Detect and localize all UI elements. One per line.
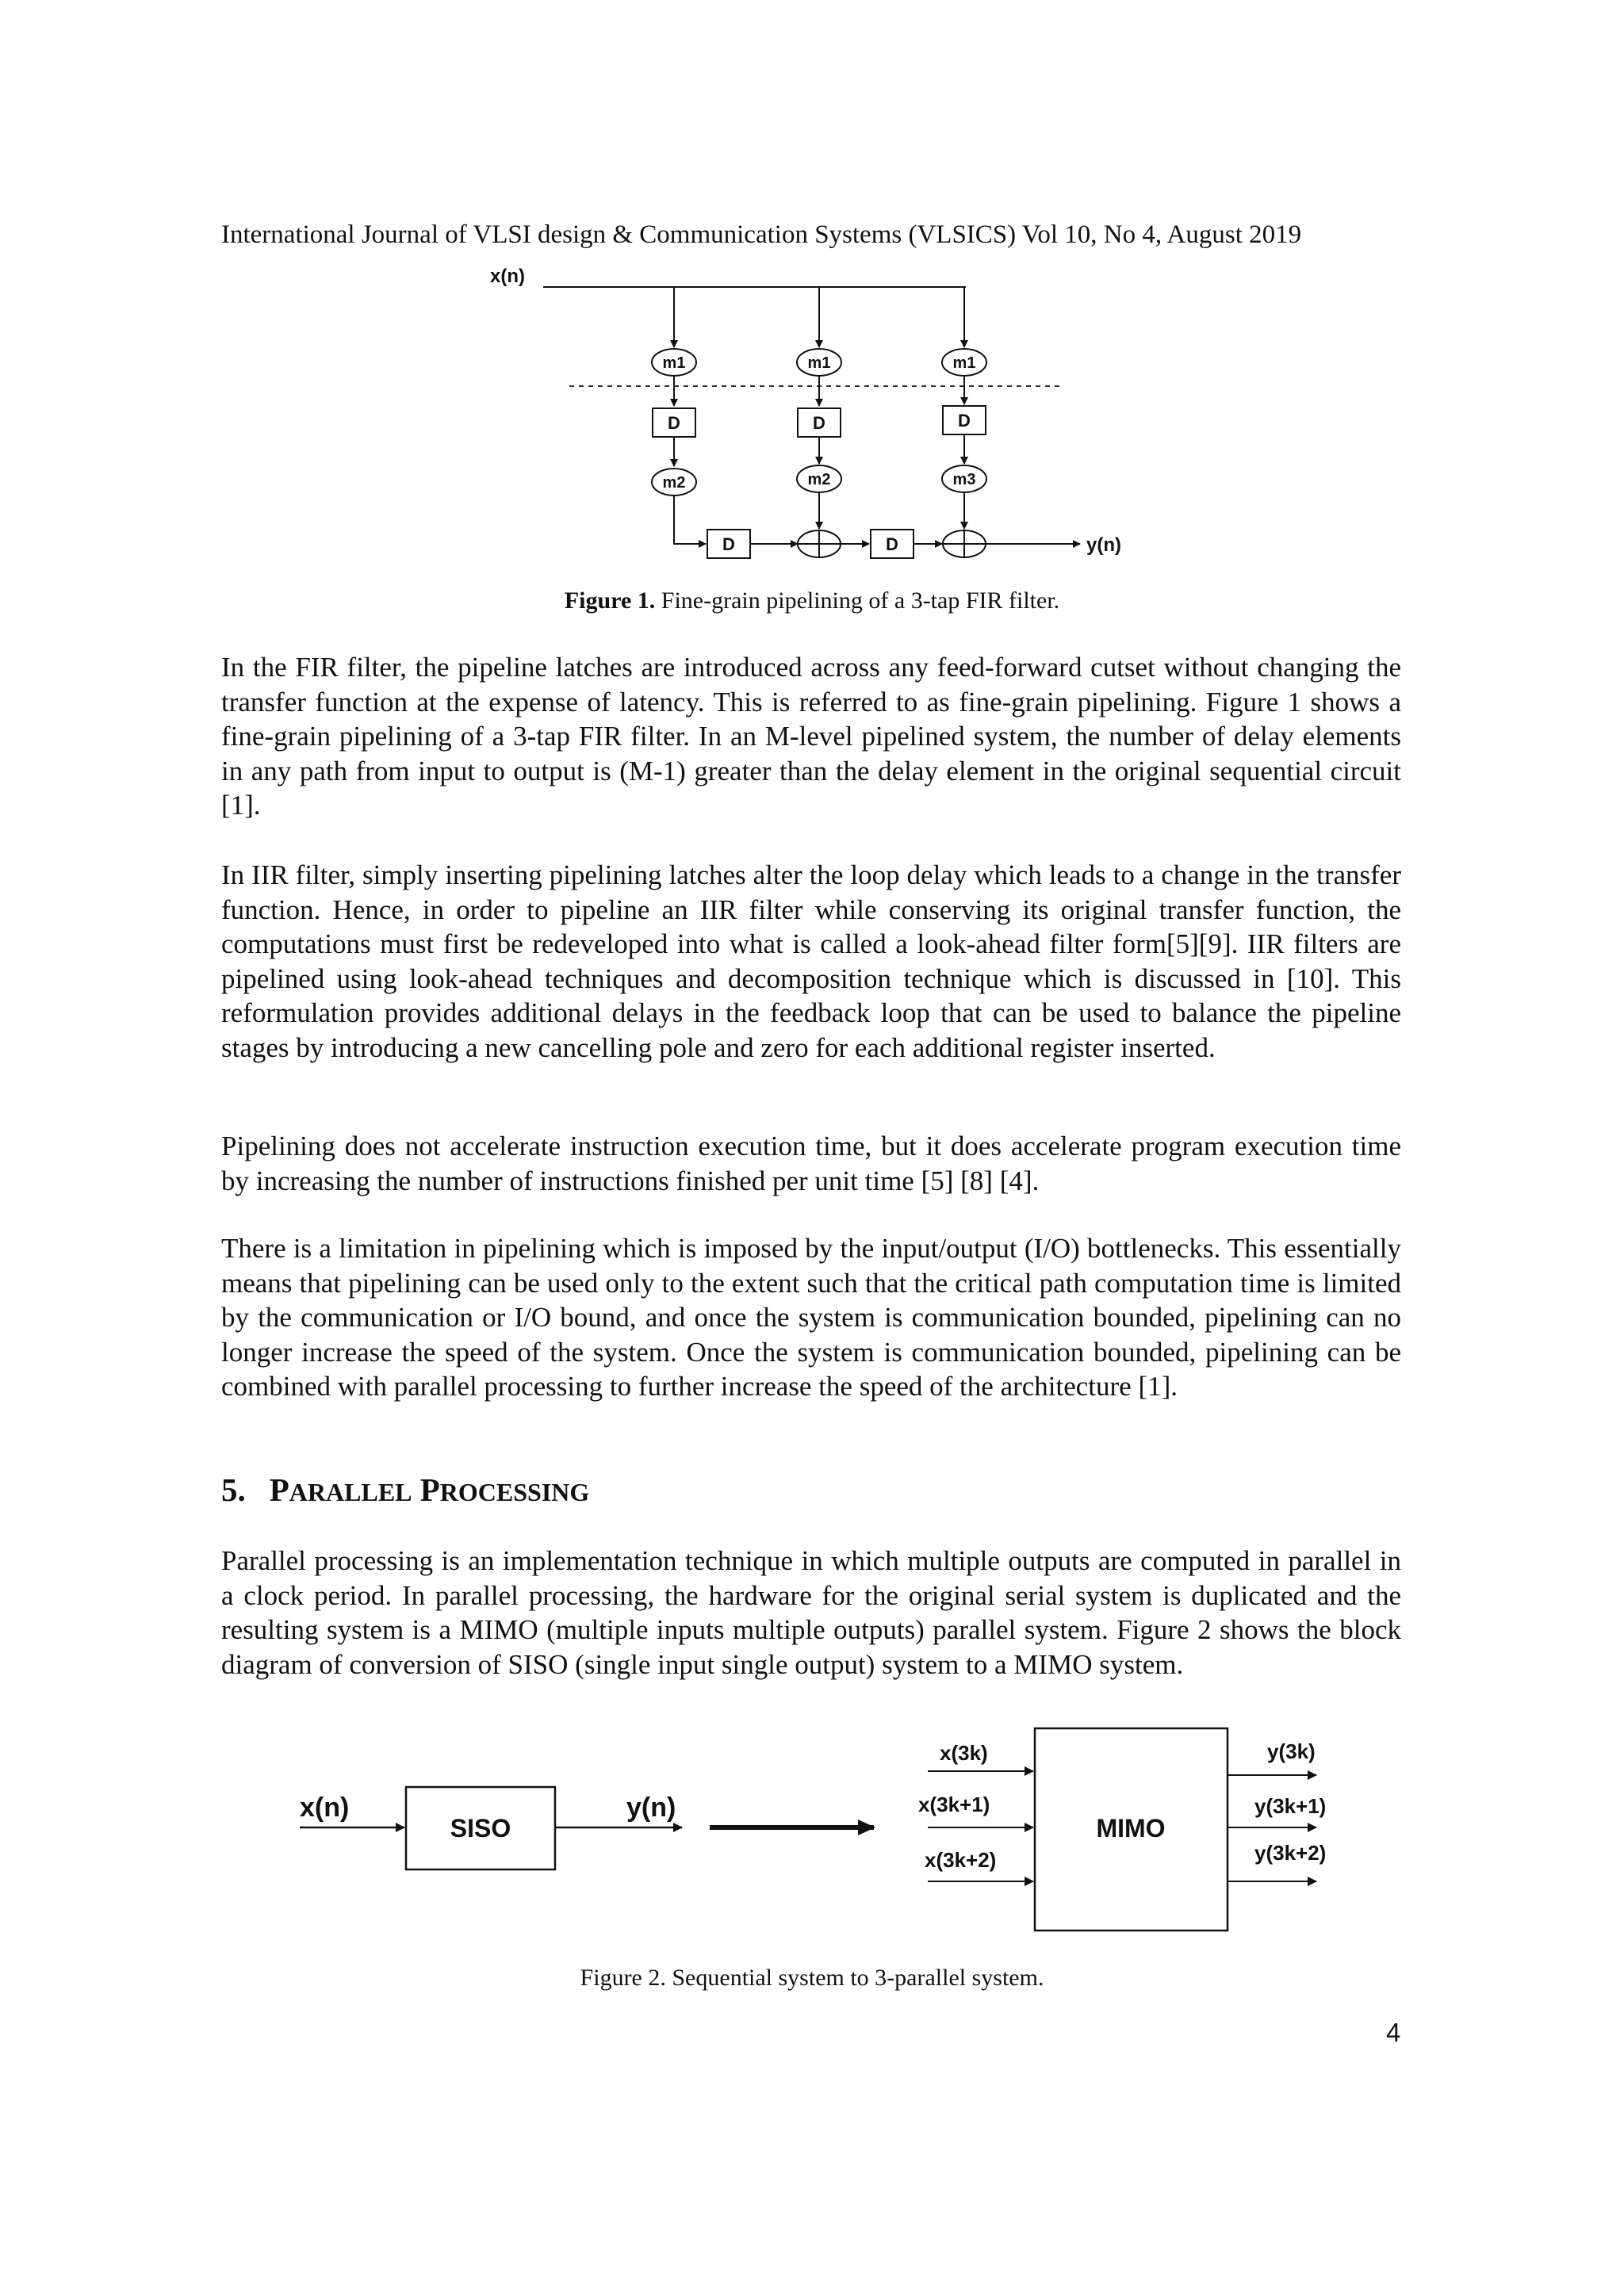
mimo-input-label-1: x(3k) [940, 1741, 988, 1765]
siso-output-label: y(n) [626, 1793, 676, 1823]
svg-text:m2: m2 [662, 474, 686, 492]
svg-text:m2: m2 [807, 471, 831, 488]
page-number: 4 [1386, 2018, 1401, 2047]
mimo-input-label-2: x(3k+1) [918, 1793, 990, 1816]
delay-box-tap2 [798, 408, 841, 437]
running-header: International Journal of VLSI design & Communication Systems (VLSICS) Vol 10, No 4, August 2019 [221, 220, 1302, 249]
mimo-input-label-3: x(3k+2) [925, 1848, 997, 1872]
figure-2-siso-to-mimo-diagram [0, 1705, 1624, 1942]
mimo-output-label-1: y(3k) [1267, 1739, 1316, 1763]
svg-text:D: D [886, 534, 898, 554]
fir-input-label: x(n) [490, 266, 525, 287]
multiplier-m2-tap1 [652, 469, 696, 496]
siso-block-label: SISO [450, 1814, 511, 1843]
svg-text:D: D [813, 413, 825, 433]
multiplier-m1-tap1 [652, 349, 696, 376]
figure-2-caption: Figure 2. Sequential system to 3-parallel system. [580, 1965, 1044, 1991]
paragraph-iir-pipelining: In IIR filter, simply inserting pipelining latches alter the loop delay which leads to a change in the transfer function. Hence, in order to pipeline an IIR filter while conserving its original transfer function, the computations must first be redeveloped into what is called a look-ahead filter form[5][9]. IIR filters are pipelined using look-ahead techniques and decomposition technique which is discussed in [10]. This reformulation provides additional delays in the feedback loop that can be used to balance the pipeline stages by introducing a new cancelling pole and zero for each additional register inserted. [221, 859, 1401, 1063]
paragraph-parallel-processing: Parallel processing is an implementation technique in which multiple outputs are computed in parallel in a clock period. In parallel processing, the hardware for the original serial system is duplicated and the resulting system is a MIMO (multiple inputs multiple outputs) parallel system. Figure 2 shows the block diagram of conversion of SISO (single input single output) system to a MIMO system. [221, 1545, 1401, 1680]
figure-1-fir-pipelining-diagram [0, 0, 1624, 603]
section-heading-parallel-processing: 5. PARALLEL PROCESSING [221, 1471, 590, 1508]
svg-text:D: D [668, 413, 680, 433]
svg-text:m1: m1 [807, 354, 831, 372]
multiplier-m1-tap2 [797, 349, 841, 376]
multiplier-m2-tap2 [797, 465, 841, 492]
mimo-output-label-2: y(3k+1) [1254, 1794, 1327, 1818]
svg-text:D: D [958, 411, 971, 430]
paragraph-io-limitation: There is a limitation in pipelining which is imposed by the input/output (I/O) bottlenecks. This essentially means that pipelining can be used only to the extent such that the critical path computation time is limited by the communication or I/O bound, and once the system is communication bounded, pipelining can no longer increase the speed of the system. Once the system is communication bounded, pipelining can be combined with parallel processing to further increase the speed of the architecture [1]. [221, 1233, 1401, 1402]
paragraph-pipelining-acceleration: Pipelining does not accelerate instruction execution time, but it does accelerate program execution time by increasing the number of instructions finished per unit time [5] [8] [4]. [221, 1131, 1401, 1196]
delay-box-tap1 [653, 408, 695, 437]
delay-box-tap3 [943, 406, 986, 434]
svg-text:m1: m1 [952, 354, 976, 372]
svg-text:m1: m1 [662, 354, 686, 372]
figure-1-caption: Figure 1. Fine-grain pipelining of a 3-tap FIR filter. [564, 587, 1060, 614]
adder-2 [943, 530, 986, 557]
delay-box-horizontal-1 [707, 530, 750, 558]
delay-box-horizontal-2 [871, 530, 914, 558]
paragraph-fir-pipelining: In the FIR filter, the pipeline latches are introduced across any feed-forward cutset without changing the transfer function at the expense of latency. This is referred to as fine-grain pipelining. Figure 1 shows a fine-grain pipelining of a 3-tap FIR filter. In an M-level pipelined system, the number of delay elements in any path from input to output is (M-1) greater than the delay element in the original sequential circuit [1]. [221, 652, 1401, 821]
svg-text:D: D [722, 534, 735, 554]
svg-text:m3: m3 [952, 471, 976, 488]
adder-1 [798, 530, 841, 557]
mimo-output-label-3: y(3k+2) [1254, 1841, 1327, 1865]
siso-input-label: x(n) [300, 1793, 350, 1823]
multiplier-m1-tap3 [942, 349, 986, 376]
mimo-block-label: MIMO [1096, 1814, 1166, 1843]
multiplier-m3-tap3 [942, 465, 986, 492]
fir-output-label: y(n) [1086, 534, 1121, 556]
